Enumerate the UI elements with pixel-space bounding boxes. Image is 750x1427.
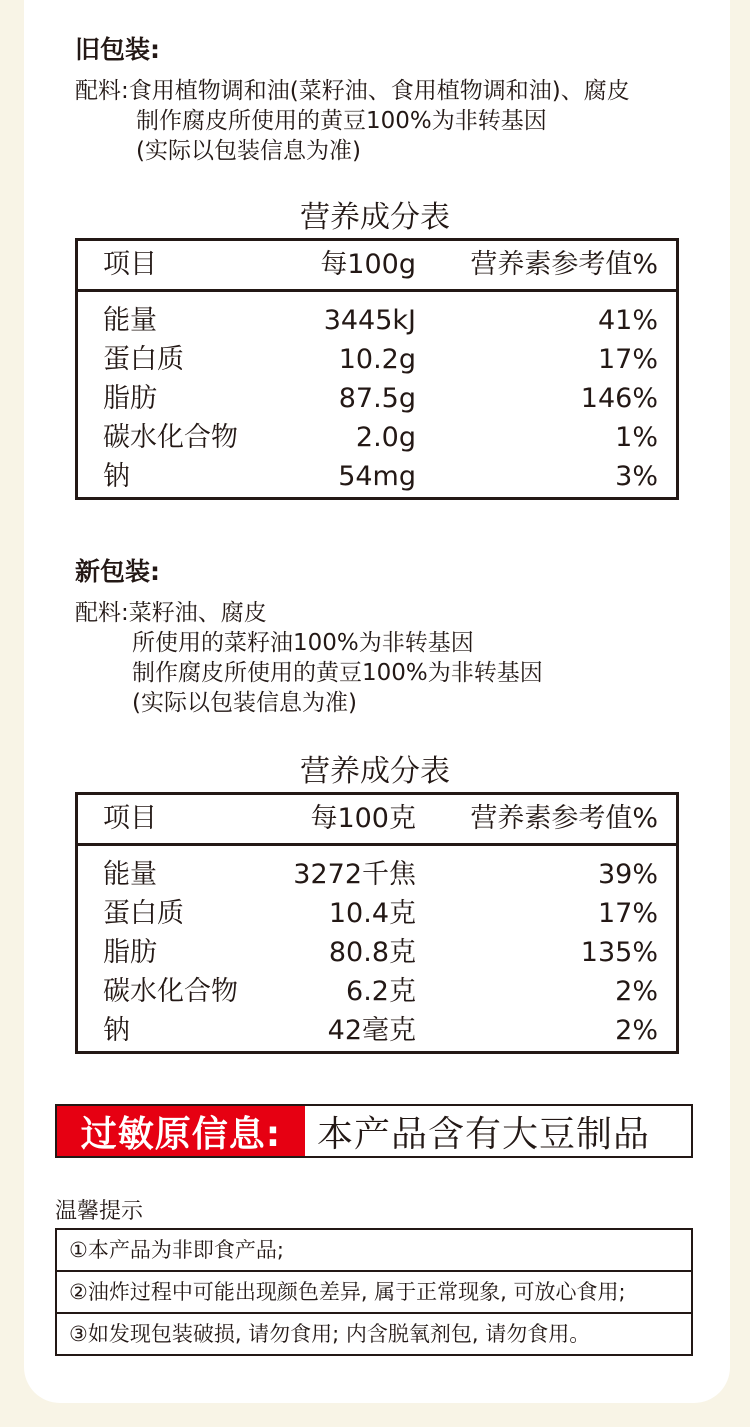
row-value: 42毫克 — [327, 1015, 416, 1046]
row-value: 6.2克 — [346, 976, 416, 1007]
row-name: 蛋白质 — [103, 344, 184, 375]
old-table-header — [78, 241, 676, 292]
row-name: 钠 — [103, 1015, 130, 1046]
old-nutrition-table — [75, 238, 679, 500]
row-name: 蛋白质 — [103, 898, 184, 929]
tip-item: ③如发现包装破损, 请勿食用; 内含脱氧剂包, 请勿食用。 — [69, 1322, 591, 1346]
old-nutrition-table-title: 营养成分表 — [300, 200, 450, 235]
tips-title: 温馨提示 — [55, 1199, 144, 1224]
row-value: 3445kJ — [323, 305, 416, 336]
row-nrv: 135% — [580, 937, 658, 968]
new-table-header — [78, 795, 676, 846]
row-name: 碳水化合物 — [103, 976, 238, 1007]
row-value: 3272千焦 — [293, 859, 416, 890]
row-nrv: 2% — [615, 976, 658, 1007]
header-item: 项目 — [103, 249, 157, 280]
row-nrv: 17% — [597, 898, 658, 929]
header-nrv: 营养素参考值% — [470, 249, 658, 280]
new-nutrition-table-title: 营养成分表 — [300, 754, 450, 789]
row-value: 80.8克 — [328, 937, 416, 968]
new-ingredients-line-4: (实际以包装信息为准) — [132, 690, 357, 716]
old-ingredients-line-1: 配料:食用植物调和油(菜籽油、食用植物调和油)、腐皮 — [75, 78, 630, 104]
old-package-heading: 旧包装: — [75, 35, 160, 64]
old-ingredients-line-3: (实际以包装信息为准) — [136, 138, 361, 164]
row-value: 54mg — [338, 461, 416, 492]
row-name: 脂肪 — [103, 937, 157, 968]
row-value: 87.5g — [338, 383, 416, 414]
row-name: 钠 — [103, 461, 130, 492]
new-nutrition-table — [75, 792, 679, 1054]
row-value: 10.2g — [338, 344, 416, 375]
new-ingredients-line-3: 制作腐皮所使用的黄豆100%为非转基因 — [132, 660, 543, 686]
new-package-heading: 新包装: — [75, 557, 160, 586]
row-name: 能量 — [103, 305, 157, 336]
new-ingredients-line-1: 配料:菜籽油、腐皮 — [75, 600, 267, 626]
header-per-100: 每100g — [320, 249, 416, 280]
row-value: 2.0g — [355, 422, 416, 453]
row-nrv: 1% — [615, 422, 658, 453]
row-name: 碳水化合物 — [103, 422, 238, 453]
row-value: 10.4克 — [328, 898, 416, 929]
row-nrv: 146% — [580, 383, 658, 414]
row-nrv: 2% — [615, 1015, 658, 1046]
allergen-banner — [55, 1104, 693, 1158]
tip-item: ②油炸过程中可能出现颜色差异, 属于正常现象, 可放心食用; — [57, 1272, 691, 1314]
new-ingredients-line-2: 所使用的菜籽油100%为非转基因 — [132, 630, 474, 656]
tip-item: ①本产品为非即食产品; — [57, 1230, 691, 1272]
tips-box — [55, 1228, 693, 1356]
row-nrv: 3% — [615, 461, 658, 492]
row-nrv: 41% — [597, 305, 658, 336]
header-item: 项目 — [103, 803, 157, 834]
header-nrv: 营养素参考值% — [470, 803, 658, 834]
row-nrv: 17% — [597, 344, 658, 375]
row-nrv: 39% — [597, 859, 658, 890]
allergen-text: 本产品含有大豆制品 — [317, 1113, 651, 1155]
old-ingredients-line-2: 制作腐皮所使用的黄豆100%为非转基因 — [136, 108, 547, 134]
row-name: 脂肪 — [103, 383, 157, 414]
row-name: 能量 — [103, 859, 157, 890]
header-per-100: 每100克 — [310, 803, 416, 834]
allergen-label: 过敏原信息: — [57, 1106, 305, 1156]
